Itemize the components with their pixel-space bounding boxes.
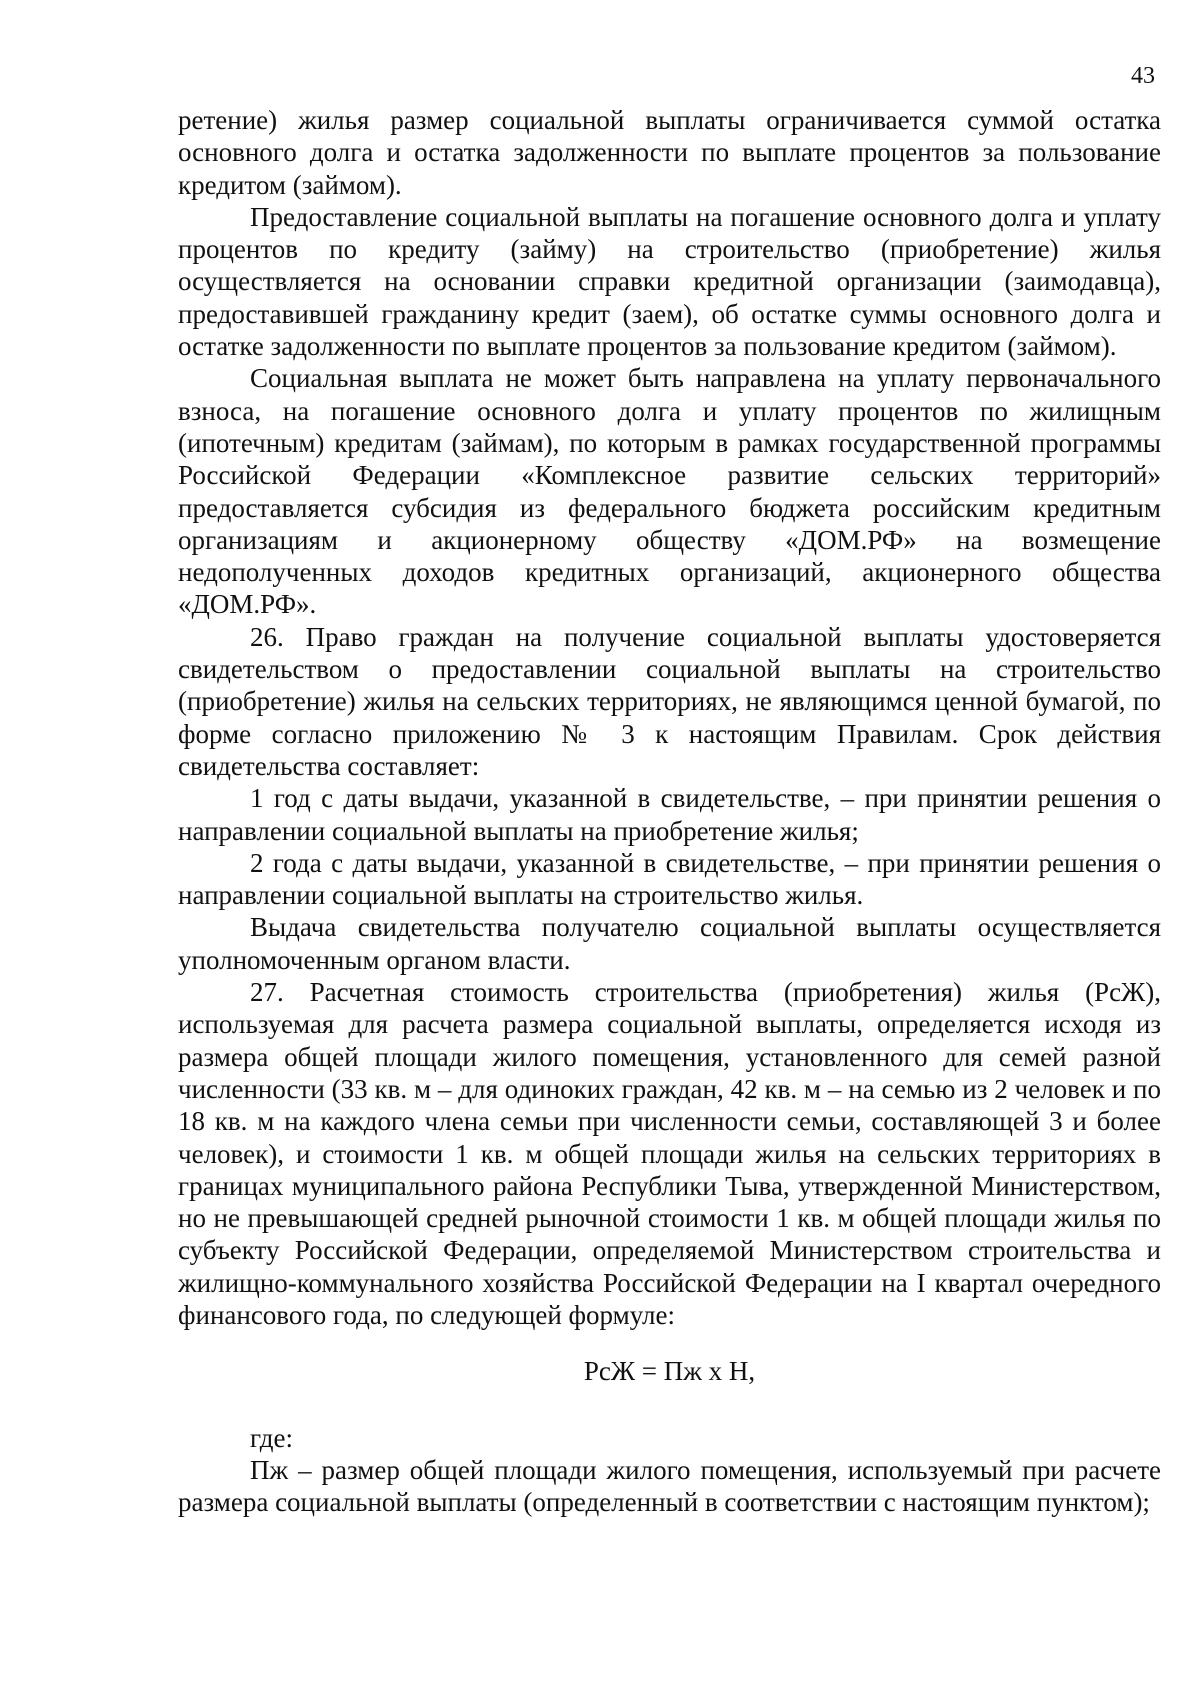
document-body	[178, 104, 1161, 1518]
where-label: где:	[250, 1422, 293, 1453]
paragraph-item-26: 26. Право граждан на получение социальной выплаты удостоверяется свидетельством о предоставлении социальной выплаты на строительство (приобретение) жилья на сельских территориях, не являющимся ценной бумагой, по форме согласно приложению № 3 к настоящим Правилам. Срок действия свидетельства составляет:	[178, 621, 1161, 781]
definition-pzh: Пж – размер общей площади жилого помещения, используемый при расчете размера социальной выплаты (определенный в соответствии с настоящим пунктом);	[178, 1454, 1161, 1518]
paragraph-item-27: 27. Расчетная стоимость строительства (приобретения) жилья (РсЖ), используемая для расчета размера социальной выплаты, определяется исходя из размера общей площади жилого помещения, установленного для семей разной численности (33 кв. м – для одиноких граждан, 42 кв. м – на семью из 2 человек и по 18 кв. м на каждого члена семьи при численности семьи, составляющей 3 и более человек), и стоимости 1 кв. м общей площади жилья на сельских территориях в границах муниципального района Республики Тыва, утвержденной Министерством, но не превышающей средней рыночной стоимости 1 кв. м общей площади жилья по субъекту Российской Федерации, определяемой Министерством строительства и жилищно-коммунального хозяйства Российской Федерации на I квартал очередного финансового года, по следующей формуле:	[178, 977, 1161, 1330]
page-number: 43	[1131, 63, 1155, 89]
formula: РсЖ = Пж х Н,	[583, 1356, 756, 1387]
paragraph: 2 года с даты выдачи, указанной в свидетельстве, – при принятии решения о направлении социальной выплаты на строительство жилья.	[178, 847, 1161, 911]
paragraph: Предоставление социальной выплаты на погашение основного долга и уплату процентов по кредиту (займу) на строительство (приобретение) жилья осуществляется на основании справки кредитной организации (заимодавца), предоставившей гражданину кредит (заем), об остатке суммы основного долга и остатке задолженности по выплате процентов за пользование кредитом (займом).	[178, 201, 1161, 362]
paragraph-continuation: ретение) жилья размер социальной выплаты ограничивается суммой остатка основного долга и остатка задолженности по выплате процентов за пользование кредитом (займом).	[178, 105, 1161, 200]
paragraph: Выдача свидетельства получателю социальной выплаты осуществляется уполномоченным органом власти.	[178, 912, 1161, 975]
paragraph: Социальная выплата не может быть направлена на уплату первоначального взноса, на погашение основного долга и уплату процентов по жилищным (ипотечным) кредитам (займам), по которым в рамках государственной программы Российской Федерации «Комплексное развитие сельских территорий» предоставляется субсидия из федерального бюджета российским кредитным организациям и акционерному обществу «ДОМ.РФ» на возмещение недополученных доходов кредитных организаций, акционерного общества «ДОМ.РФ».	[178, 363, 1161, 620]
paragraph: 1 год с даты выдачи, указанной в свидетельстве, – при принятии решения о направлении социальной выплаты на приобретение жилья;	[178, 783, 1161, 846]
